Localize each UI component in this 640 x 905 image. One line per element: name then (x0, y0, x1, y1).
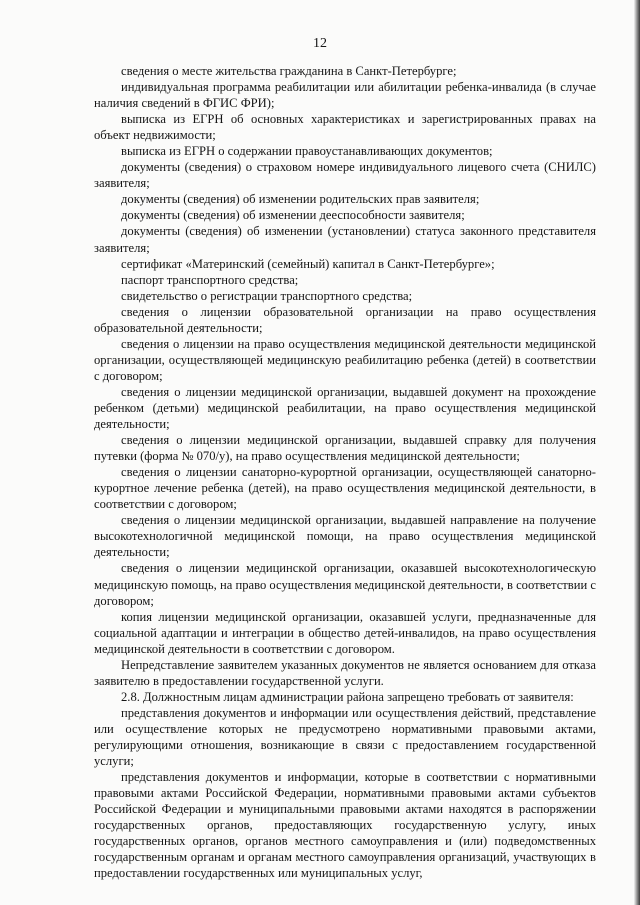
list-item-egrn-title-documents: выписка из ЕГРН о содержании правоустанавливающих документов; (121, 144, 493, 159)
page-number: 12 (313, 36, 327, 51)
list-item-medical-rehab-license: сведения о лицензии на право осуществления медицинской деятельности медицинской организации, осуществляющей медицинскую реабилитацию ребенка (детей) в соответствии с договором; (94, 336, 596, 383)
paragraph-non-submission: Непредставление заявителем указанных документов не является основанием для отказа заявителю в предоставлении государственной услуги. (94, 657, 596, 688)
paragraph-prohibition-1: представления документов и информации или осуществления действий, представление или осуществление которых не предусмотрено нормативными правовыми актами, регулирующими отношения, возникающие в связи с предоставлением государственной услуги; (94, 705, 596, 769)
list-item-legal-representative: документы (сведения) об изменении (установлении) статуса законного представителя заявителя; (94, 224, 596, 255)
list-item-rehab-referral-license: сведения о лицензии медицинской организации, выдавшей документ на прохождение ребенком (детьми) медицинской реабилитации, на право осуществления медицинской деятельности; (94, 384, 596, 432)
list-item-social-adaptation-license-copy: копия лицензии медицинской организации, оказавшей услуги, предназначенные для социальной адаптации и интеграции в общество детей-инвалидов, на право осуществления медицинской деятельности в соответствии с договором. (94, 609, 596, 656)
list-item-vehicle-passport: паспорт транспортного средства; (121, 272, 299, 287)
list-item-egrn-characteristics: выписка из ЕГРН об основных характеристиках и зарегистрированных правах на объект недвижимости; (94, 112, 596, 143)
list-item-sanatorium-license: сведения о лицензии санаторно-курортной организации, осуществляющей санаторно-курортное лечение ребенка (детей), на право осуществления медицинской деятельности, в соответствии с договором; (94, 465, 596, 512)
list-item-parental-rights: документы (сведения) об изменении родительских прав заявителя; (121, 192, 480, 207)
list-item-hightech-referral-license: сведения о лицензии медицинской организации, выдавшей направление на получение высокотехнологичной медицинской помощи, на право осуществления медицинской деятельности; (94, 513, 596, 560)
list-item-legal-capacity: документы (сведения) об изменении дееспособности заявителя; (121, 208, 465, 223)
document-body (94, 63, 596, 881)
list-item-snils: документы (сведения) о страховом номере индивидуального лицевого счета (СНИЛС) заявителя; (94, 160, 596, 191)
list-item-voucher-certificate-license: сведения о лицензии медицинской организации, выдавшей справку для получения путевки (форма № 070/у), на право осуществления медицинской деятельности; (94, 433, 596, 464)
list-item-hightech-provider-license: сведения о лицензии медицинской организации, оказавшей высокотехнологическую медицинскую помощь, на право осуществления медицинской деятельности, в соответствии с договором; (94, 561, 596, 608)
list-item-rehab-program: индивидуальная программа реабилитации или абилитации ребенка-инвалида (в случае наличия сведений в ФГИС ФРИ); (94, 80, 596, 111)
paragraph-prohibition-2: представления документов и информации, которые в соответствии с нормативными правовыми актами Российской Федерации, нормативными правовыми актами субъектов Российской Федерации и муниципальными правовыми актами находятся в распоряжении государственных органов, предоставляющих государственную услугу, иных государственных органов, органов местного самоуправления и (или) подведомственных государственным органам и органам местного самоуправления организаций, участвующих в предоставлении государственных или муниципальных услуг, (94, 770, 596, 881)
list-item-maternity-capital: сертификат «Материнский (семейный) капитал в Санкт-Петербурге»; (121, 256, 495, 271)
section-2-8-heading: 2.8. Должностным лицам администрации района запрещено требовать от заявителя: (121, 689, 574, 704)
list-item-residence: сведения о месте жительства гражданина в Санкт-Петербурге; (121, 64, 457, 78)
scan-edge (634, 0, 640, 905)
list-item-education-license: сведения о лицензии образовательной организации на право осуществления образовательной деятельности; (94, 304, 596, 335)
list-item-vehicle-registration: свидетельство о регистрации транспортного средства; (121, 288, 413, 303)
